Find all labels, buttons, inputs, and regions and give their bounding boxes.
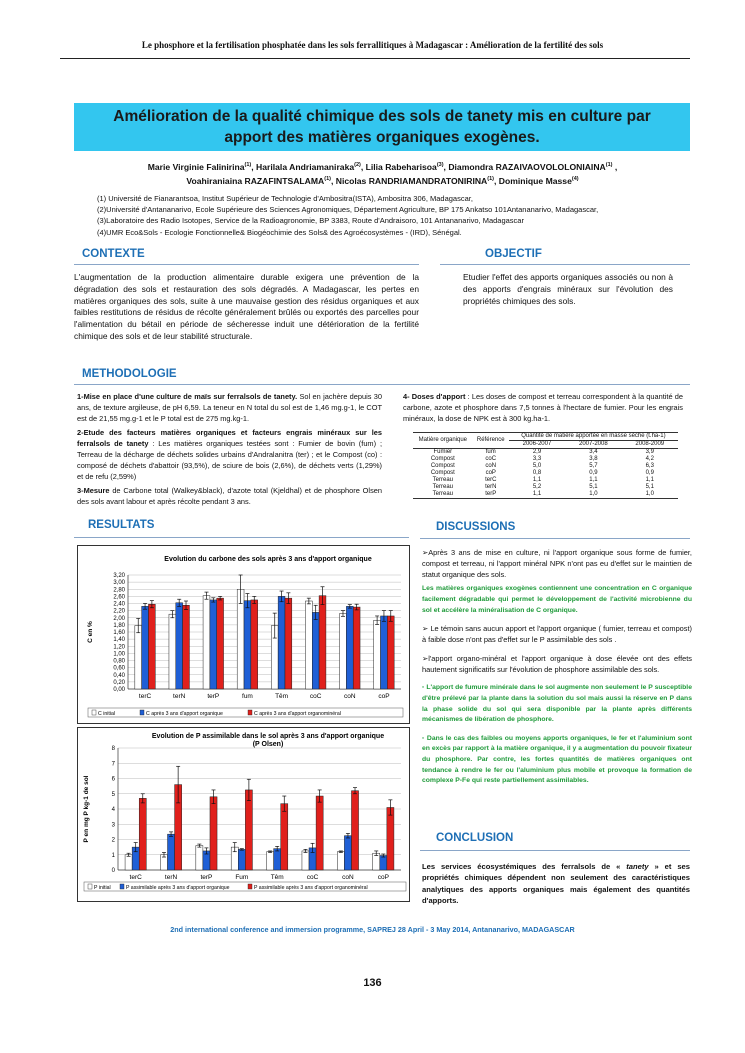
table-row xyxy=(413,456,678,463)
y-tick-label: 2,20 xyxy=(113,608,125,615)
table-cell: Terreau xyxy=(432,491,454,497)
y-tick-label: 0,00 xyxy=(113,687,125,693)
legend-swatch xyxy=(248,884,252,889)
dose-table xyxy=(413,432,678,499)
y-tick-label: 7 xyxy=(111,761,115,768)
bar xyxy=(169,614,176,689)
y-tick-label: 1,00 xyxy=(113,651,125,658)
table-cell: 1,1 xyxy=(645,477,654,483)
y-tick-label: 2,80 xyxy=(113,587,125,594)
bar xyxy=(148,604,155,689)
y-axis-label: P en mg P kg-1 de sol xyxy=(83,775,90,843)
section-rule xyxy=(420,538,690,539)
bar xyxy=(217,598,224,689)
bar xyxy=(274,849,281,870)
table-cell: 1,1 xyxy=(589,477,598,483)
y-tick-label: 0,60 xyxy=(113,665,125,672)
author-list: Marie Virginie Falinirina$^{(1)}$, Harilala Andriamaniraka$^{(2)}$, Lilia Rabeharisoa$^{(3)}$, Diamondra RAZAIVAOVOLOLONIAINA$^{(1)}$ , Voahiraniaina RAZAFINTSALAMA$^{(1)}$, Nicolas RANDRIAMANDRATONIRINA$^{(1)}$, Dominique Masse$^{(4)}$ xyxy=(147,161,618,187)
author: Voahiraniaina RAZAFINTSALAMA xyxy=(186,176,325,187)
affiliation: (4)UMR Eco&Sols - Ecologie Fonctionnelle& Biogéochimie des Sols& des Agroécosystèmes - (IRD), Sénégal. xyxy=(97,227,462,237)
y-tick-label: 2,40 xyxy=(113,601,125,608)
table-cell: 0,9 xyxy=(645,470,654,476)
discussion-point: Après 3 ans de mise en culture, ni l'apport organique sous forme de fumier, compost et terreau, ni l'apport minéral NPK n'ont pas eu d'effet sur le maintien de statut organique des sols. xyxy=(422,548,692,579)
bar xyxy=(344,836,351,870)
y-tick-label: 3,00 xyxy=(113,580,125,587)
y-tick-label: 4 xyxy=(111,807,115,813)
x-tick-label: terP xyxy=(200,874,213,881)
bar xyxy=(125,855,132,870)
objectif-heading: OBJECTIF xyxy=(485,248,542,260)
resultats-heading: RESULTATS xyxy=(88,519,155,531)
y-tick-label: 2,60 xyxy=(113,594,125,601)
conclusion-text: Les services écosystémiques des ferralsols de « tanety » et ses propriétés chimiques dépendent non seulement des caractéristiques analytiques des apports organiques mais également des quantités d'apports. xyxy=(422,862,690,905)
title-line-1: Amélioration de la qualité chimique des sols de tanety mis en culture par xyxy=(113,108,651,125)
bar xyxy=(142,606,149,689)
x-tick-label: Têm xyxy=(270,874,284,881)
table-cell: 5,1 xyxy=(589,484,598,490)
table-header: Référence xyxy=(476,437,505,443)
bar xyxy=(340,613,347,689)
bar xyxy=(353,607,360,689)
table-cell: Terreau xyxy=(432,484,454,490)
bar xyxy=(210,797,217,870)
table-cell: 3,8 xyxy=(589,456,598,462)
table-cell: 3,4 xyxy=(589,449,598,455)
legend-label: P initial xyxy=(94,885,111,891)
table-cell: 1,0 xyxy=(589,491,598,497)
bar xyxy=(387,616,394,689)
x-tick-label: coP xyxy=(377,874,389,881)
section-rule xyxy=(74,264,419,265)
author: Harilala Andriamaniraka xyxy=(256,161,355,172)
bar xyxy=(183,605,190,689)
x-tick-label: Têm xyxy=(275,693,289,700)
x-tick-label: terN xyxy=(164,874,178,881)
bar xyxy=(176,603,183,689)
bar xyxy=(285,598,292,689)
legend-label: C après 3 ans d'apport organique xyxy=(146,711,223,717)
table-header: 2008-2009 xyxy=(635,441,665,447)
bar xyxy=(319,596,326,689)
bar xyxy=(312,612,319,689)
contexte-text: L'augmentation de la production alimentaire durable exigera une prévention de la dégradation des sols et restauration des sols dégradés. A Madagascar, les pertes en matières organiques des sols, suite à une mauvaise gestion des résidus organiques et aux faibles restitutions de résidus de récolte généralement brûlés ou exportés des parcelles pour l'alimentation du bétail en période de sécheresse induit une détérioration de la fertilité chimique des sols et de leur stabilité structurale. xyxy=(74,272,419,341)
discussion-point: Le témoin sans aucun apport et l'apport organique ( fumier, terreau et compost) à faible dose n'ont pas d'effet sur le P assimilable des sols . xyxy=(422,624,692,644)
affiliations xyxy=(97,193,677,238)
y-tick-label: 2 xyxy=(111,837,115,844)
legend-swatch xyxy=(92,710,96,715)
x-tick-label: terP xyxy=(207,693,220,700)
table-header: 2006-2007 xyxy=(522,441,552,447)
table-row xyxy=(413,477,678,484)
affiliation: (1) Université de Fianarantsoa, Institut Supérieur de Technologie d'Ambositra(ISTA), Ambositra 306, Madagascar, xyxy=(97,194,473,203)
bar xyxy=(351,791,358,870)
discussion-note: Les matières organiques exogènes contiennent une concentration en C organique facilement dégradable qui permet le développement de l'activité microbienne du sol et accélère la minéralisation de C organique. xyxy=(422,585,692,614)
bar xyxy=(238,849,245,870)
phosphorus-chart-frame xyxy=(77,727,410,902)
bar xyxy=(305,601,312,689)
affiliation: (2)Université d'Antananarivo, Ecole Supérieure des Sciences Agronomiques, Département Agriculture, BP 175 Ankatso 101Antananarivo, Madagascar, xyxy=(97,205,599,215)
y-axis-label: C en % xyxy=(87,621,94,643)
legend-swatch xyxy=(88,884,92,889)
methodologie-heading: METHODOLOGIE xyxy=(82,368,177,380)
bar xyxy=(251,600,258,689)
x-tick-label: coN xyxy=(344,693,356,700)
table-cell: Compost xyxy=(430,470,455,476)
y-tick-label: 5 xyxy=(111,791,115,798)
table-cell: 6,3 xyxy=(645,463,654,469)
bar xyxy=(346,606,353,689)
bar xyxy=(196,846,203,870)
table-cell: coN xyxy=(485,463,497,469)
x-tick-label: coP xyxy=(378,693,390,700)
author: Dominique Masse xyxy=(498,176,572,187)
bar xyxy=(267,852,274,870)
table-header: Quantité de matière apportée en masse sèche (t.ha-1) xyxy=(509,433,678,441)
y-tick-label: 1,60 xyxy=(113,630,125,636)
x-tick-label: coC xyxy=(309,693,322,700)
discussions-heading: DISCUSSIONS xyxy=(436,521,516,533)
page-number: 136 xyxy=(363,977,382,989)
table-cell: Compost xyxy=(430,456,455,462)
discussion-note: L'apport de fumure minérale dans le sol augmente non seulement le P susceptible d'être prélevé par la plante dans la solution du sol mais aussi la réserve en P dans la phase solide du sol qui sera disponible par la plante après différents mécanismes de libération de phosphore. xyxy=(422,684,692,724)
x-tick-label: Fum xyxy=(235,874,249,881)
table-header: Matière organique xyxy=(418,437,468,443)
bar xyxy=(210,600,217,689)
x-tick-label: coC xyxy=(306,874,319,881)
carbon-chart-frame xyxy=(77,545,410,724)
section-rule xyxy=(74,384,690,385)
table-header: 2007-2008 xyxy=(579,441,608,447)
carbon-chart xyxy=(78,546,409,723)
table-cell: 0,9 xyxy=(589,470,598,476)
bar xyxy=(168,834,175,870)
section-rule xyxy=(420,850,690,851)
y-tick-label: 1,40 xyxy=(113,637,125,644)
table-cell: 5,1 xyxy=(645,484,654,490)
table-cell: 5,0 xyxy=(532,463,542,469)
bar xyxy=(281,804,288,870)
objectif-text: Etudier l'effet des apports organiques associés ou non à des apports d'engrais minéraux sur l'évolution des propriétés chimiques des sols. xyxy=(463,272,673,306)
legend-swatch xyxy=(248,710,252,715)
y-tick-label: 0 xyxy=(111,868,115,874)
y-tick-label: 8 xyxy=(111,746,115,752)
bar xyxy=(380,856,387,870)
legend-label: C après 3 ans d'apport organominéral xyxy=(254,711,341,717)
methodologie-left: 1-Mise en place d'une culture de maïs sur ferralsols de tanety. Sol en jachère depuis 30 ans, de texture argileuse, de pH 6,59. La teneur en N total du sol est de 1,46 mg.g-1, le COT est de 21,55 mg.g-1 et le P total est de 275 mg.kg-1. 2-Etude des facteurs matières organiques et facteurs engrais minéraux sur les ferralsols de tanety : Les matières organiques testées sont : Fumier de bovin (fum) ; Terreau de la décharge de déchets solides urbains d'Andralanitra (ter) ; et le Compost (co) : composé de déchets d'abattoir (93,5%), de sciure de bois (2,6%), de déchets verts (1,29%) et de refu (2,59%) 3-Mesure de Carbone total (Walkey&black), d'azote total (Kjeldhal) et de phosphore Olsen des sols avant labour et après récolte pendant 3 ans. xyxy=(77,392,382,507)
table-cell: 5,2 xyxy=(532,484,542,490)
table-cell: Terreau xyxy=(432,477,454,483)
y-tick-label: 0,40 xyxy=(113,672,125,679)
chart-title: Evolution de P assimilable dans le sol après 3 ans d'apport organique xyxy=(151,733,385,740)
table-row xyxy=(413,463,678,470)
running-header: Le phosphore et la fertilisation phosphatée dans les sols ferrallitiques à Madagascar : Amélioration de la fertilité des sols xyxy=(141,40,604,50)
table-cell: 1,1 xyxy=(532,491,542,497)
legend-label: P assimilable après 3 ans d'apport organominéral xyxy=(254,885,368,891)
table-cell: fum xyxy=(485,449,496,455)
table-cell: 1,0 xyxy=(645,491,654,497)
bar xyxy=(387,807,394,870)
table-cell: 2,9 xyxy=(532,449,542,455)
author: Lilia Rabeharisoa xyxy=(365,161,437,172)
chart-title: Evolution du carbone des sols après 3 ans d'apport organique xyxy=(164,556,372,563)
bar xyxy=(203,596,210,689)
contexte-heading: CONTEXTE xyxy=(82,248,145,260)
table-cell: terP xyxy=(485,491,497,497)
discussion-point: l'apport organo-minéral et l'apport organique à dose élevée ont des effets hautement significatifs sur l'évolution de phosphore assimilable des sols. xyxy=(422,653,692,674)
legend-swatch xyxy=(140,710,144,715)
y-tick-label: 1,20 xyxy=(113,644,125,651)
table-cell: 4,2 xyxy=(645,456,654,462)
author: Marie Virginie Falinirina xyxy=(147,161,245,172)
y-tick-label: 2,00 xyxy=(113,615,125,622)
y-tick-label: 0,80 xyxy=(113,658,125,665)
legend-label: P assimilable après 3 ans d'apport organique xyxy=(126,885,230,891)
chart-subtitle: (P Olsen) xyxy=(252,741,284,748)
table-row xyxy=(413,449,678,457)
dose-table-wrap xyxy=(413,432,678,499)
table-cell: 3,3 xyxy=(532,456,542,462)
bar xyxy=(374,620,381,689)
legend-label: C initial xyxy=(98,711,116,717)
table-cell: terC xyxy=(485,477,497,483)
legend-swatch xyxy=(120,884,124,889)
conclusion-heading: CONCLUSION xyxy=(436,832,514,844)
bar xyxy=(245,790,252,870)
author: Diamondra RAZAIVAOVOLOLONIAINA xyxy=(448,161,606,172)
discussion-note: Dans le cas des faibles ou moyens apports organiques, le fer et l'aluminium sont en excès par rapport à la matière organique, il y a augmentation du pouvoir fixateur du phosphore. Par contre, les fortes quantités de matières organiques ont tendance à rendre le fer ou l'aluminium plus mobile et provoque la formation de complexe P-Fe qui reste partiellement assimilables. xyxy=(422,734,692,785)
bar xyxy=(237,589,244,689)
title-line-2: apport des matières organiques exogènes. xyxy=(224,129,540,146)
bar xyxy=(244,601,251,689)
section-rule xyxy=(440,264,690,265)
author: Nicolas RANDRIAMANDRATONIRINA xyxy=(335,176,488,187)
x-tick-label: fum xyxy=(242,693,253,700)
bar xyxy=(302,851,309,870)
y-tick-label: 3,20 xyxy=(113,573,125,579)
y-tick-label: 0,20 xyxy=(113,679,125,686)
table-cell: Fumier xyxy=(433,449,453,455)
x-tick-label: terC xyxy=(129,874,142,881)
table-row xyxy=(413,470,678,477)
table-cell: 5,7 xyxy=(589,463,598,469)
table-cell: 1,1 xyxy=(532,477,542,483)
bar xyxy=(316,796,323,870)
y-tick-label: 1,80 xyxy=(113,622,125,629)
bar xyxy=(381,616,388,689)
y-tick-label: 3 xyxy=(111,822,115,829)
table-row xyxy=(413,491,678,499)
bar xyxy=(135,626,142,689)
poster-title xyxy=(74,106,690,148)
table-cell: 3,9 xyxy=(645,449,654,455)
table-cell: 0,8 xyxy=(532,470,542,476)
x-tick-label: terC xyxy=(138,693,152,700)
x-tick-label: coN xyxy=(342,874,354,881)
bar xyxy=(139,798,146,870)
table-row xyxy=(413,484,678,491)
table-cell: coP xyxy=(485,470,496,476)
phosphorus-chart xyxy=(78,728,409,901)
table-cell: coC xyxy=(485,456,497,462)
bar xyxy=(337,852,344,870)
y-tick-label: 6 xyxy=(111,776,115,783)
header-rule xyxy=(60,58,690,59)
table-cell: terN xyxy=(485,484,497,490)
discussions-body: ➢Après 3 ans de mise en culture, ni l'apport organique sous forme de fumier, compost et terreau, ni l'apport minéral NPK n'ont pas eu d'effet sur le maintien de statut organique des sols. Les matières organiques exogènes contiennent une concentration en C organique facilement dégradable qui permet le développement de l'activité microbienne du sol et accélère la minéralisation de C organique. ➢ Le témoin sans aucun apport et l'apport organique ( fumier, terreau et compost) à faible dose n'ont pas d'effet sur le P assimilable des sols . ➢l'apport organo-minéral et l'apport organique à dose élevée ont des effets hautement significatifs sur l'évolution de phosphore assimilable des sols. ▫ L'apport de fumure minérale dans le sol augmente non seulement le P susceptible d'être prélevé par la plante dans la solution du sol mais aussi la réserve en P dans la phase solide du sol qui sera disponible par la plante après différents mécanismes de libération de phosphore. ▫ Dans le cas des faibles ou moyens apports organiques, le fer et l'aluminium sont en excès par rapport à la matière organique, il y a augmentation du pouvoir fixateur du phosphore. Par contre, les fortes quantités de matières organiques ont tendance à rendre le fer ou l'aluminium plus mobile et provoque la formation de complexe P-Fe qui reste partiellement assimilables. xyxy=(422,548,692,785)
footer-conference: 2nd international conference and immersion programme, SAPREJ 28 April - 3 May 2014, Antananarivo, MADAGASCAR xyxy=(170,925,575,934)
methodologie-right: 4- Doses d'apport : Les doses de compost et terreau correspondent à la quantité de carbone, azote et phosphore dans 7,5 tonnes à l'hectare de fumier. Pour les engrais minéraux, la dose de NPK est à 300 kg.ha-1. xyxy=(403,392,683,423)
legend-box xyxy=(88,708,403,717)
x-tick-label: terN xyxy=(173,693,186,700)
affiliation: (3)Laboratoire des Radio Isotopes, Service de la Radioagronomie, BP 3383, Route d'Andraisoro, 101 Antananarivo, Madagascar xyxy=(97,216,524,226)
section-rule xyxy=(74,537,409,538)
bar xyxy=(278,596,285,689)
table-cell: Compost xyxy=(430,463,455,469)
y-tick-label: 1 xyxy=(111,852,115,859)
